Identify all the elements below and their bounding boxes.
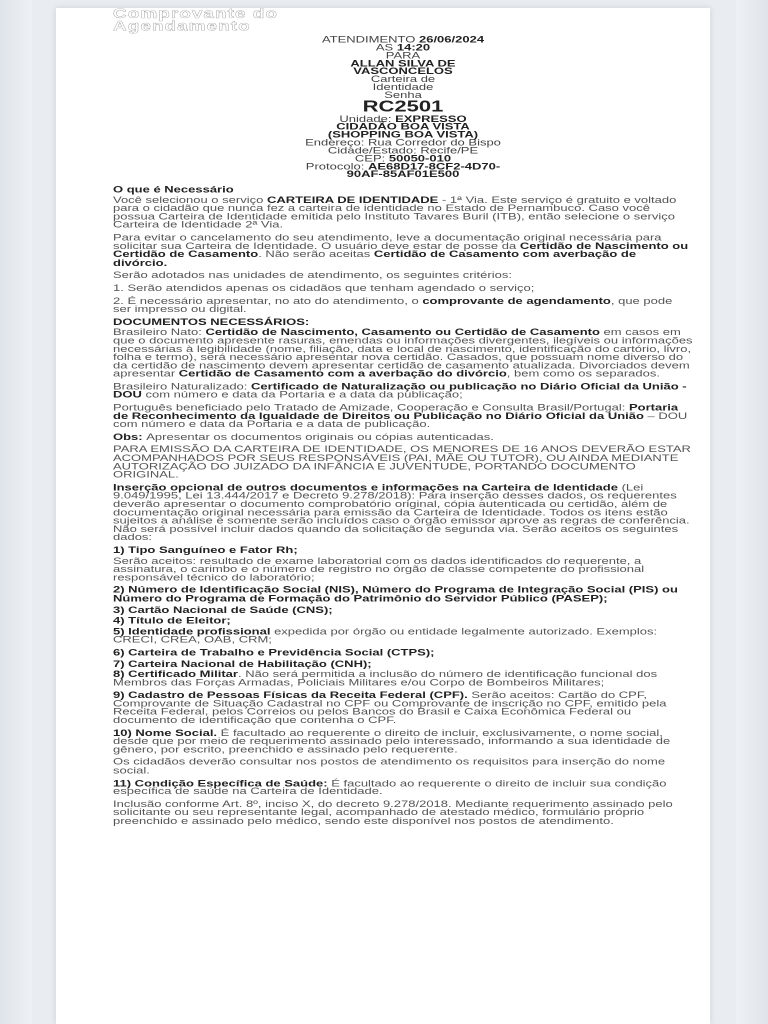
paragraph-criteria: Serão adotados nas unidades de atendimento, os seguintes critérios:: [113, 269, 512, 281]
unidade-value-1: EXPRESSO: [395, 113, 467, 124]
p5-a: 2. É necessário apresentar, no ato do atendimento, o: [113, 294, 423, 306]
p5-b: comprovante de agendamento: [422, 294, 611, 306]
atendimento-label: ATENDIMENTO: [321, 33, 416, 45]
p10: (Lei 9.049/1995, Lei 13.444/2017 e Decreto 9.278/2018): Para inserção desses dados, os requerentes deverão apresentar o documento comprobatório original, cópia autenticada ou certidão, além de documentação original necessária para emissão da Carteira de Identidade. Todos os itens estão sujeitos a análise e somente serão incluídos caso o órgão emissor aprove as regras de conferência. Não será possível incluir dados quando da solicitação de segunda via. Serão aceitos os seguintes dados:: [113, 481, 690, 543]
obs-a: Obs:: [113, 431, 147, 443]
viewer-left-margin: [0, 0, 32, 1024]
paragraph-insercao: [113, 483, 693, 541]
item-3-heading: 3) Cartão Nacional de Saúde (CNS);: [113, 603, 333, 615]
p6-b: Certidão de Nascimento, Casamento ou Certidão de Casamento: [205, 326, 600, 338]
p7-b: Certificado de Naturalização ou publicação no Diário Oficial da União - DOU: [113, 380, 687, 401]
time-label: AS: [375, 41, 394, 53]
name-line-2: VASCONCELOS: [353, 65, 453, 77]
title-line-2: Agendamento: [113, 18, 251, 34]
item11-b: É facultado ao requerente o direito de incluir sua condição específica de saúde na Carteira de Identidade.: [113, 777, 667, 797]
p6-c: em casos em que o documento apresente rasuras, emendas ou informações divergentes, ilegíveis ou informações necessárias à legibilidade (nome, filiação, data e local de nascimento, identificação do cartório, livro, folha e termo), será necessário apresentar nova certidão. Casados, que possuam nome diverso do da certidão de nascimento devem apresentar certidão de casamento atualizada. Divorciados devem apresentar: [113, 326, 693, 380]
p2-d: Certidão de Casamento com averbação de divórcio.: [113, 248, 637, 268]
paragraph-criterion-2: [113, 296, 693, 313]
p2-c: . Não serão aceitas: [258, 248, 374, 260]
unidade-line-3: (SHOPPING BOA VISTA): [327, 128, 479, 140]
para-label: PARA: [385, 49, 421, 61]
p6-e: , bem como os separados.: [506, 368, 660, 380]
item-2-heading: 2) Número de Identificação Social (NIS), Número do Programa de Integração Social (PIS) ou Número do Programa de Formação do Patrimônio do Servidor Público (PASEP);: [113, 584, 678, 604]
unidade-line-2: CIDADÃO BOA VISTA: [336, 121, 470, 132]
service-line-1: Carteira de: [370, 73, 436, 85]
paragraph-naturalizado: [113, 382, 693, 399]
cep-label: CEP:: [354, 152, 386, 164]
protocolo-value-2: [113, 170, 693, 178]
senha-label: Senha: [384, 89, 422, 101]
paragraph-portugues: [113, 403, 693, 428]
senha-value: RC2501: [362, 97, 444, 116]
protocolo-label: Protocolo:: [305, 160, 365, 172]
item11-a: 11) Condição Específica de Saúde:: [113, 777, 328, 789]
paragraph-service: [113, 196, 693, 229]
viewer-right-margin: [736, 0, 768, 1024]
obs-b: Apresentar os documentos originais ou cópias autenticadas.: [146, 431, 494, 443]
item9-a: 9) Cadastro de Pessoas Físicas da Receita Federal (CPF).: [113, 689, 468, 701]
item8-b: . Não será permitida a inclusão do número de identificação funcional dos Membros das Forças Armadas, Policiais Militares e/ou Corpo de Bombeiros Militares;: [113, 668, 658, 688]
requirements-text: [113, 185, 693, 825]
p2-a: Para evitar o cancelamento do seu atendimento, leve a documentação original necessária para solicitar sua Carteira de Identidade. O usuário deve estar de posse da: [113, 231, 662, 252]
necessario-heading: O que é Necessário: [113, 183, 234, 195]
item5-b: expedida por órgão ou entidade legalmente autorizado. Exemplos: CRECI, CREA, OAB, CRM;: [113, 625, 658, 645]
name-line-1: ALLAN SILVA DE: [350, 57, 456, 69]
item10-b: É facultado ao requerente o direito de incluir, exclusivamente, o nome social, desde que por meio de requerimento assinado pelo interessado, informando a sua identidade de gênero, por escrito, preenchido e assinado pelo requerente.: [113, 727, 671, 755]
p2-b: Certidão de Nascimento ou Certidão de Casamento: [113, 240, 689, 260]
endereco-value: Rua Corredor do Bispo: [367, 136, 501, 148]
p5-c: , que pode ser impresso ou digital.: [113, 294, 673, 315]
document-title: [113, 8, 693, 32]
item-9: [113, 691, 693, 724]
paragraph-menores: PARA EMISSÃO DA CARTEIRA DE IDENTIDADE, OS MENORES DE 16 ANOS DEVERÃO ESTAR ACOMPANHADOS POR SEUS RESPONSÁVEIS (PAI, MÃE OU TUTOR), OU AINDA MEDIANTE AUTORIZAÇÃO DO JUIZADO DA INFÂNCIA E JUVENTUDE, PORTANDO DOCUMENTO ORIGINAL.: [113, 443, 691, 480]
item-11: [113, 779, 693, 796]
p8-c: – DOU com número e data da Portaria e a data de publicação.: [113, 410, 688, 430]
document-page: [56, 8, 710, 1024]
cidade-line: Cidade/Estado: Recife/PE: [327, 144, 479, 156]
item-5: [113, 627, 693, 644]
protocolo-value-1: AE68D17-8CF2-4D70-: [367, 160, 501, 172]
item-10: [113, 728, 693, 753]
item9-b: Serão aceitos: Cartão do CPF, Comprovante de Situação Cadastral no CPF ou Comprovante de inscrição no CPF, emitido pela Receita Federal, pelos Correios ou pelos Bancos do Brasil e Caixa Econômica Federal ou documento de identificação que contenha o CPF.: [113, 689, 667, 726]
paragraph-brasileiro-nato: [113, 328, 693, 378]
p7-c: com número e data da Portaria e a data da publicação;: [141, 389, 463, 401]
p7-a: Brasileiro Naturalizado:: [113, 380, 252, 392]
endereco-label: Endereço:: [305, 136, 365, 148]
item10-a: 10) Nome Social.: [113, 727, 218, 738]
item-6-heading: 6) Carteira de Trabalho e Previdência Social (CTPS);: [113, 646, 435, 658]
docs-heading: DOCUMENTOS NECESSÁRIOS:: [113, 315, 310, 327]
p1-b: CARTEIRA DE IDENTIDADE: [266, 194, 439, 205]
paragraph-cancel: [113, 233, 693, 266]
paragraph-criterion-1: 1. Serão atendidos apenas os cidadãos que tenham agendado o serviço;: [113, 282, 535, 294]
item5-a: 5) Identidade profissional: [113, 625, 271, 637]
cep-value: 50050-010: [388, 152, 452, 164]
item-1-text: Serão aceitos: resultado de exame laboratorial com os dados identificados do requerente, a assinatura, o carimbo e o número de registro no órgão de classe competente do profissional responsável técnico do laboratório;: [113, 554, 645, 583]
item-1-heading: 1) Tipo Sanguíneo e Fator Rh;: [113, 544, 298, 556]
item-7-heading: 7) Carteira Nacional de Habilitação (CNH);: [113, 657, 372, 669]
appointment-summary: [113, 35, 693, 178]
paragraph-inclusao: Inclusão conforme Art. 8º, inciso X, do decreto 9.278/2018. Mediante requerimento assinado pelo solicitante ou seu representante legal, acompanhado de atestado médico, formulário próprio preenchido e assinado pelo médico, sendo este disponível nos postos de atendimento.: [113, 798, 673, 826]
title-line-1: Comprovante do: [113, 8, 278, 22]
atendimento-date: 26/06/2024: [418, 33, 485, 45]
paragraph-nome-social: Os cidadãos deverão consultar nos postos de atendimento os requisitos para inserção do nome social.: [113, 756, 666, 776]
time-value: 14:20: [396, 41, 431, 53]
paragraph-obs: [113, 433, 693, 441]
insercao-title: Inserção opcional de outros documentos e informações na Carteira de Identidade: [113, 481, 618, 493]
item8-a: 8) Certificado Militar: [113, 668, 238, 680]
service-line-2: Identidade: [372, 81, 434, 93]
item-4-heading: 4) Título de Eleitor;: [113, 615, 231, 626]
protocolo-line-2: 90AF-85AF01E500: [346, 168, 460, 180]
p1-c: - 1ª Via. Este serviço é gratuito e voltado para o cidadão que nunca fez a carteira de identidade no Estado de Pernambuco. Caso você possua Carteira de Identidade emitida pelo Instituto Tavares Buril (ITB), então selecione o serviço Carteira de Identidade 2ª Via.: [113, 194, 677, 231]
item-8: [113, 670, 693, 687]
p8-a: Português beneficiado pelo Tratado de Amizade, Cooperação e Consulta Brasil/Portugal:: [113, 401, 629, 413]
p6-a: Brasileiro Nato:: [113, 326, 206, 338]
p6-d: Certidão de Casamento com a averbação do divórcio: [178, 368, 507, 380]
p8-b: Portaria de Reconhecimento da Igualdade de Direitos ou Publicação no Diário Oficial da União: [113, 401, 679, 422]
document-content: [113, 8, 693, 829]
p1-a: Você selecionou o serviço: [113, 194, 267, 205]
unidade-label: Unidade:: [339, 113, 392, 124]
